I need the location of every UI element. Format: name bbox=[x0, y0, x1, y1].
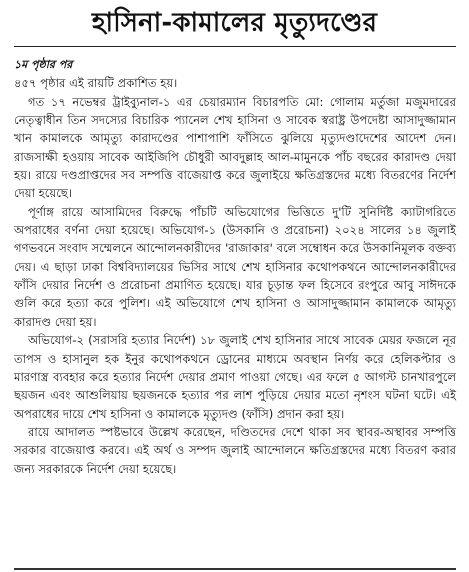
article-paragraph-3: পূর্ণাঙ্গ রায়ে আসামিদের বিরুদ্ধে পাঁচটি অভিযোগের ভিত্তিতে দু'টি সুনির্দিষ্ট ক্যাটাগরিতে অপরাধের বর্ণনা দেয়া হয়েছে। অভিযোগ-১ (উসকানি ও প্ররোচনা) ২০২৪ সালের ১৪ জুলাই গণভবনে সংবাদ সম্মেলনে আন্দোলনকারীদের 'রাজাকার' বলে সম্বোধন করে উসকানিমূলক বক্তব্য দেয়। এ ছাড়া ঢাকা বিশ্ববিদ্যালয়ের ভিসির সাথে শেখ হাসিনার কথোপকথনে আন্দোলনকারীদের ফাঁসি দেয়ার নির্দেশ ও প্ররোচনা প্রমাণিত হয়েছে। যার চূড়ান্ত ফল হিসেবে রংপুরে আবু সাঈদকে গুলি করে হত্যা করে পুলিশ। এই অভিযোগে শেখ হাসিনা ও আসাদুজ্জামান কামালকে আমৃত্যু কারাদণ্ড দেয়া হয়। bbox=[14, 204, 456, 329]
article-paragraph-2: গত ১৭ নভেম্বর ট্রাইব্যুনাল-১ এর চেয়ারম্যান বিচারপতি মো: গোলাম মর্তুজা মজুমদারের নেতৃত্বাধীন তিন সদস্যের বিচারিক প্যানেল শেখ হাসিনা ও সাবেক স্বরাষ্ট্র উপদেষ্টা আসাদুজ্জামান খান কামালকে আমৃত্যু কারাদণ্ডের পাশাপাশি ফাঁসিতে ঝুলিয়ে মৃত্যুদণ্ডাদেশের আদেশ দেন। রাজসাক্ষী হওয়ায় সাবেক আইজিপি চৌধুরী আবদুল্লাহ আল-মামুনকে পাঁচ বছরের কারাদণ্ড দেয়া হয়। রায়ে দণ্ডপ্রাপ্তদের সব সম্পত্তি বাজেয়াপ্ত করে জুলাইয়ে ক্ষতিগ্রস্তদের মধ্যে বিতরণের নির্দেশ দেয়া হয়েছে। bbox=[14, 94, 456, 201]
article-body bbox=[14, 56, 456, 478]
headline-divider bbox=[14, 46, 456, 47]
continued-from-label: ১ম পৃষ্ঠার পর bbox=[14, 58, 73, 71]
article-paragraph-4: অভিযোগ-২ (সরাসরি হত্যার নির্দেশ) ১৮ জুলাই শেখ হাসিনার সাথে সাবেক মেয়র ফজলে নূর তাপস ও হাসানুল হক ইনুর কথোপকথনে ড্রোনের মাধ্যমে অবস্থান নির্ণয় করে হেলিকপ্টার ও মারণাস্ত্র ব্যবহার করে হত্যার নির্দেশ দেয়ার প্রমাণ পাওয়া গেছে। এর ফলে ৫ আগস্ট চানখারপুলে ছয়জন এবং আশুলিয়ায় ছয়জনকে হত্যার পর লাশ পুড়িয়ে দেয়ার মতো নৃশংস ঘটনা ঘটে। এই অপরাধের দায়ে শেখ হাসিনা ও কামালকে মৃত্যুদণ্ড (ফাঁসি) প্রদান করা হয়। bbox=[14, 333, 456, 421]
article-paragraph-5: রায়ে আদালত স্পষ্টভাবে উল্লেখ করেছেন, দণ্ডিতদের দেশে থাকা সব স্থাবর-অস্থাবর সম্পত্তি সরকার বাজেয়াপ্ত করবে। এই অর্থ ও সম্পদ জুলাই আন্দোলনে ক্ষতিগ্রস্তদের মধ্যে বিতরণ করার জন্য সরকারকে নির্দেশ দেয়া হয়েছে। bbox=[14, 424, 456, 476]
headline: হাসিনা-কামালের মৃত্যুদণ্ডের bbox=[91, 8, 378, 38]
article-paragraph-1: ৪৫৭ পৃষ্ঠার এই রায়টি প্রকাশিত হয়। bbox=[14, 76, 178, 91]
next-headline-cutoff bbox=[14, 562, 456, 572]
